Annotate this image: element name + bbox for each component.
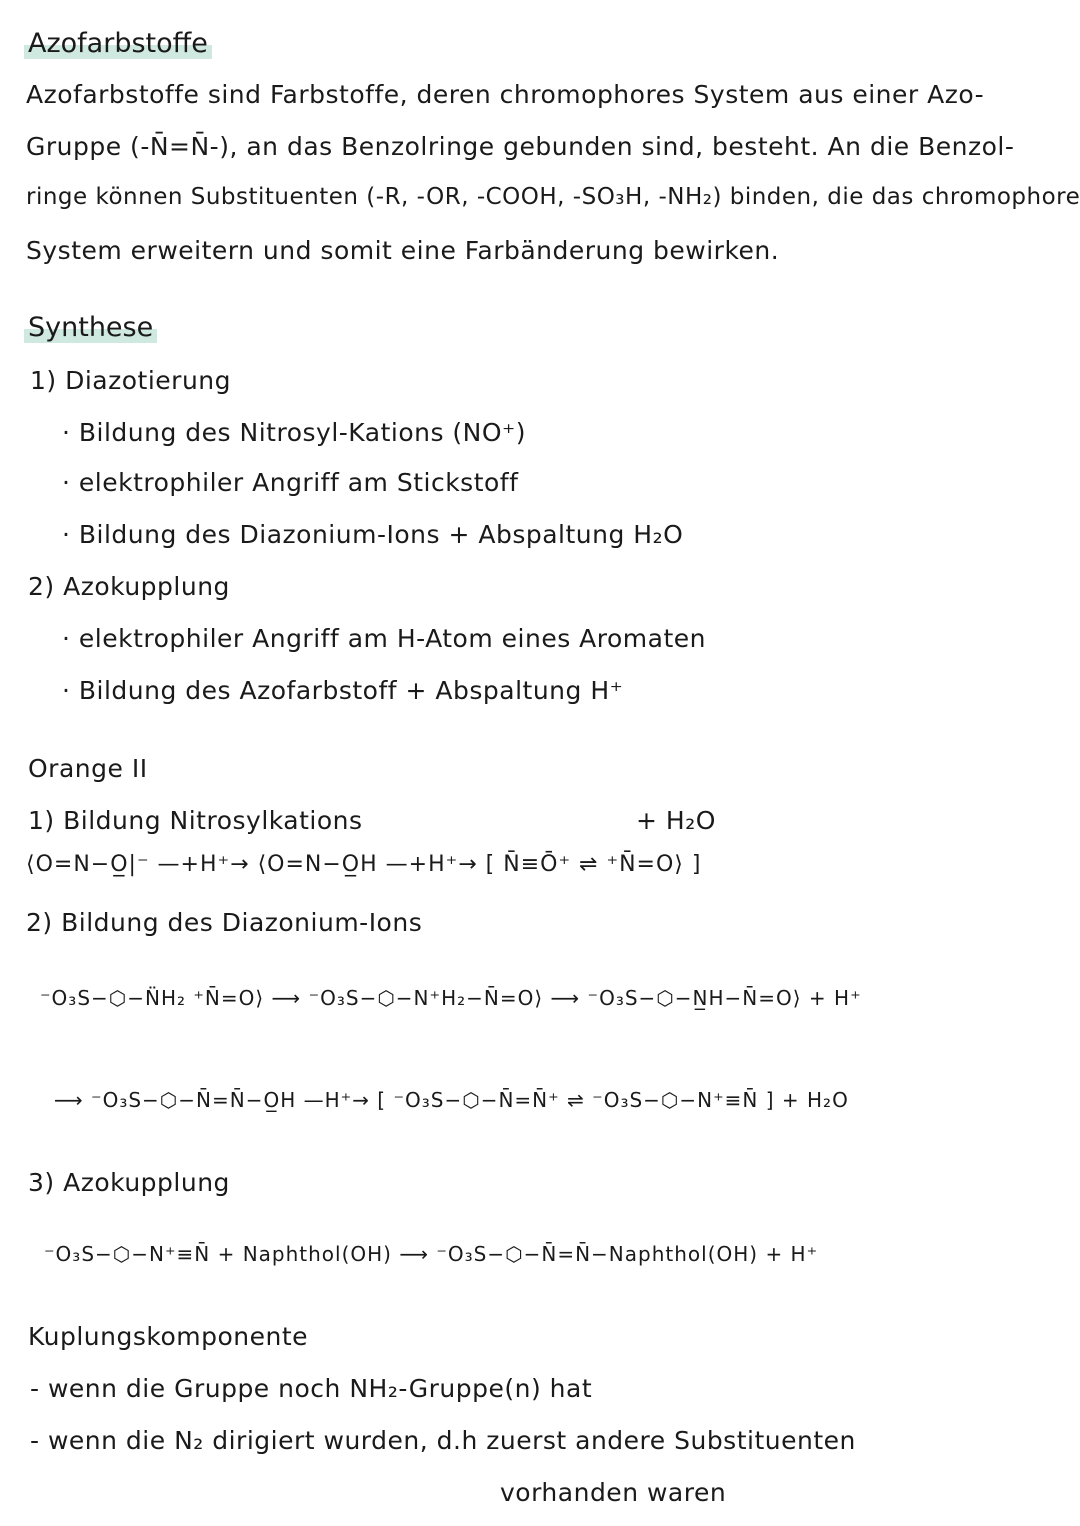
section-heading: 1) Bildung Nitrosylkations (28, 806, 363, 835)
section-heading: 3) Azokupplung (28, 1168, 230, 1197)
equation-nitrosyl: ⟨O=N−O̲|⁻ —+H⁺→ ⟨O=N−O̲H —+H⁺→ [ N̄≡Ō⁺ ⇌ ⁺N̄=O⟩ ] (26, 852, 702, 877)
equation-diazonium-1: ⁻O₃S−⬡−N̈H₂ ⁺N̄=O⟩ ⟶ ⁻O₃S−⬡−N⁺H₂−N̄=O⟩ ⟶ ⁻O₃S−⬡−N̲H−N̄=O⟩ + H⁺ (40, 986, 862, 1010)
intro-line: Gruppe (-N̄=N̄-), an das Benzolringe gebunden sind, besteht. An die Benzol- (26, 132, 1015, 161)
water-label: + H₂O (636, 806, 716, 835)
step-item: · Bildung des Azofarbstoff + Abspaltung H⁺ (62, 676, 624, 705)
step-heading: 1) Diazotierung (30, 366, 232, 395)
section-heading: 2) Bildung des Diazonium-Ions (26, 908, 423, 937)
kupplung-item: - wenn die N₂ dirigiert wurden, d.h zuerst andere Substituenten (30, 1426, 856, 1455)
title: Azofarbstoffe (24, 28, 212, 59)
orange-heading: Orange II (28, 754, 148, 783)
intro-line: System erweitern und somit eine Farbänderung bewirken. (26, 236, 780, 265)
intro-line: Azofarbstoffe sind Farbstoffe, deren chromophores System aus einer Azo- (26, 80, 985, 109)
step-item: · Bildung des Diazonium-Ions + Abspaltung H₂O (62, 520, 684, 549)
equation-diazonium-2: ⟶ ⁻O₃S−⬡−N̄=N̄−O̲H —H⁺→ [ ⁻O₃S−⬡−N̄=N̄⁺ ⇌ ⁻O₃S−⬡−N⁺≡N̄ ] + H₂O (54, 1088, 849, 1112)
intro-line: ringe können Substituenten (-R, -OR, -COOH, -SO₃H, -NH₂) binden, die das chromophore (26, 184, 1080, 210)
step-item: · Bildung des Nitrosyl-Kations (NO⁺) (62, 418, 527, 447)
step-item: · elektrophiler Angriff am Stickstoff (62, 468, 519, 497)
kupplung-heading: Kuplungskomponente (28, 1322, 309, 1351)
kupplung-item: - wenn die Gruppe noch NH₂-Gruppe(n) hat (30, 1374, 593, 1403)
synthese-heading: Synthese (24, 312, 157, 343)
kupplung-item-cont: vorhanden waren (500, 1478, 727, 1507)
equation-azokupplung: ⁻O₃S−⬡−N⁺≡N̄ + Naphthol(OH) ⟶ ⁻O₃S−⬡−N̄=N̄−Naphthol(OH) + H⁺ (44, 1242, 819, 1266)
step-heading: 2) Azokupplung (28, 572, 230, 601)
step-item: · elektrophiler Angriff am H-Atom eines Aromaten (62, 624, 707, 653)
